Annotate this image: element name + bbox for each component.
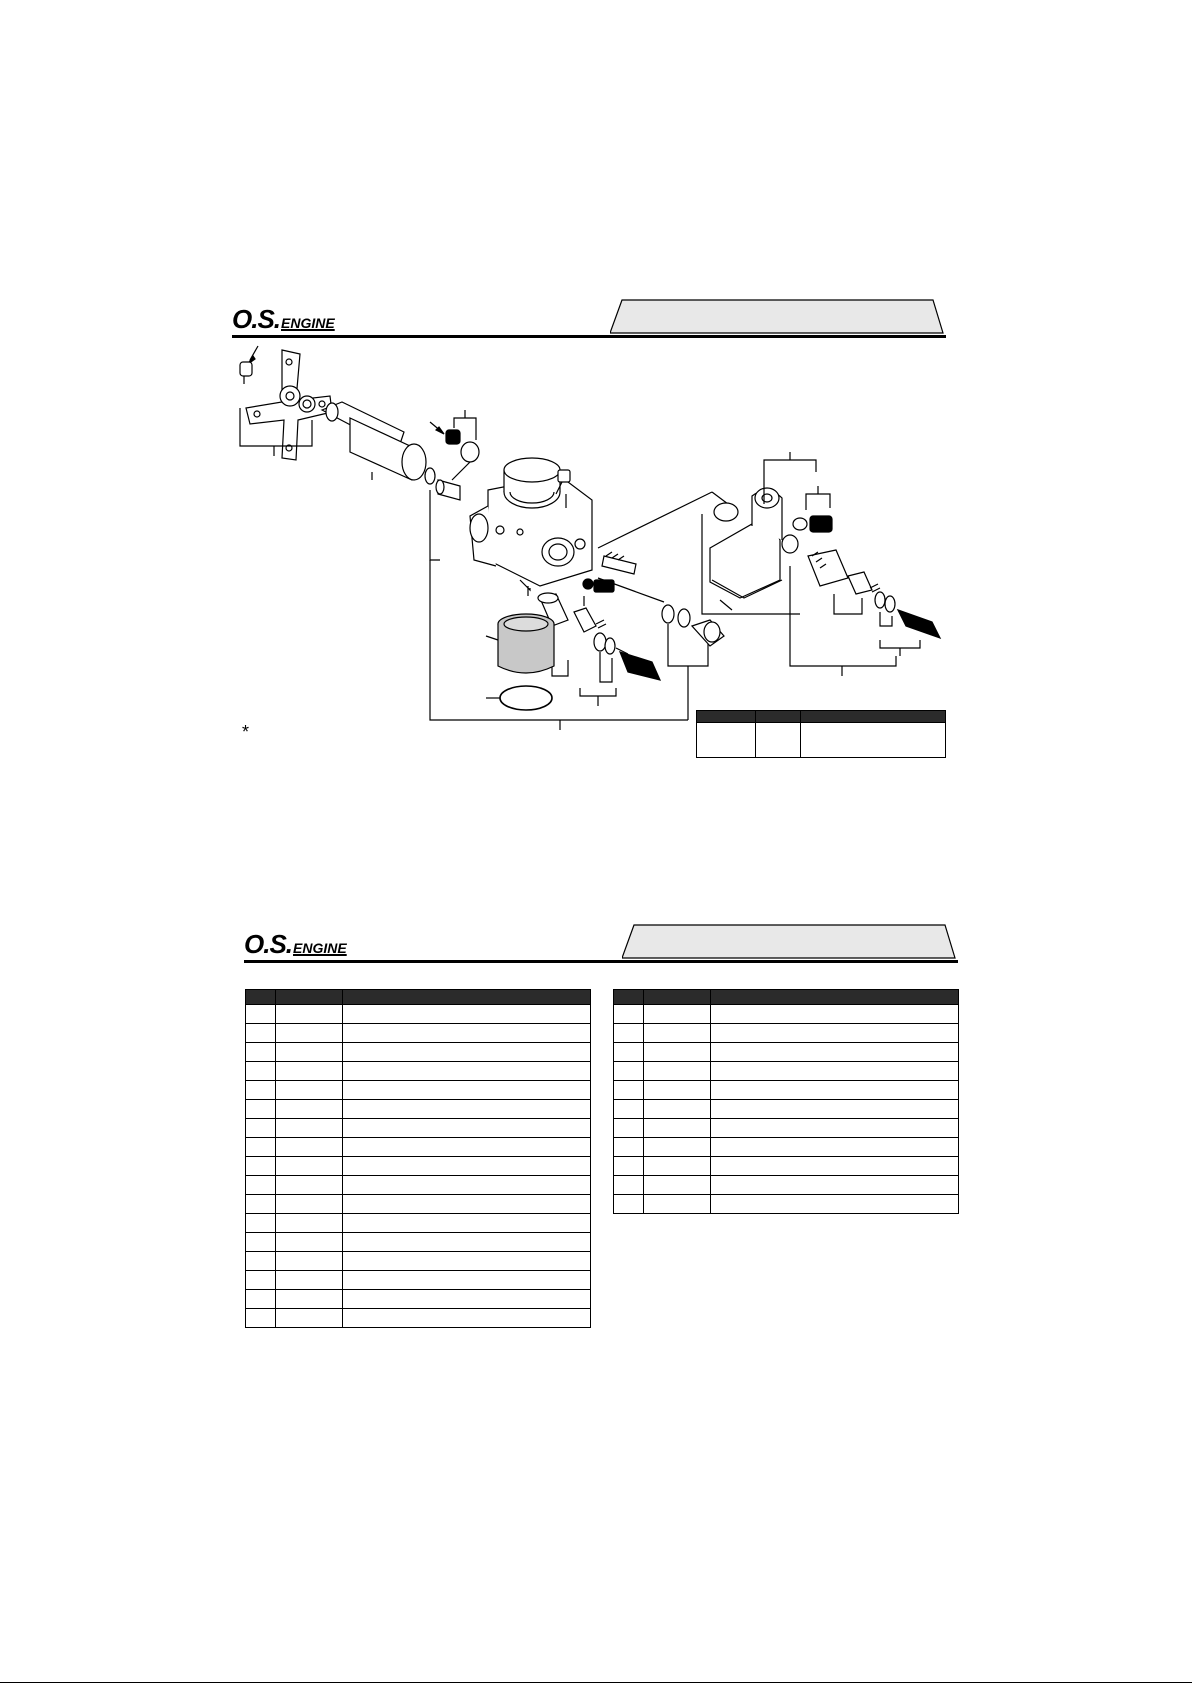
table-row (246, 1252, 591, 1271)
table-cell (276, 1157, 343, 1176)
table-cell (246, 1100, 276, 1119)
table-cell (614, 1119, 644, 1138)
page-footer-rule (0, 1682, 1192, 1683)
os-engine-logo: O.S.ENGINE (232, 304, 335, 334)
table-row (246, 1100, 591, 1119)
table-row (614, 1062, 959, 1081)
table-cell (343, 1138, 591, 1157)
table-row (614, 1157, 959, 1176)
parts-table-right (613, 989, 959, 1214)
table-cell (246, 1138, 276, 1157)
table-cell (343, 1271, 591, 1290)
table-row (246, 1005, 591, 1024)
table-cell (644, 1119, 711, 1138)
table-row (614, 1138, 959, 1157)
table-row (614, 1081, 959, 1100)
table-cell (711, 1081, 959, 1100)
table-cell (343, 1157, 591, 1176)
table-row (246, 1062, 591, 1081)
header-bottom (244, 923, 958, 963)
table-cell (343, 1195, 591, 1214)
table-cell (276, 1309, 343, 1328)
table-row (614, 1024, 959, 1043)
table-cell (711, 1100, 959, 1119)
table-cell (343, 1043, 591, 1062)
table-cell (246, 1233, 276, 1252)
os-engine-logo: O.S.ENGINE (244, 929, 347, 959)
table-cell (276, 1081, 343, 1100)
table-cell (343, 1214, 591, 1233)
table-cell (614, 1043, 644, 1062)
table-cell (644, 1062, 711, 1081)
table-cell (276, 1119, 343, 1138)
table-cell (276, 1043, 343, 1062)
table-cell (343, 1309, 591, 1328)
table-cell (246, 1081, 276, 1100)
table-cell (246, 1214, 276, 1233)
table-cell (276, 1176, 343, 1195)
table-row (246, 1024, 591, 1043)
table-row (614, 1005, 959, 1024)
table-row (614, 1100, 959, 1119)
table-cell (614, 1024, 644, 1043)
table-cell (276, 1233, 343, 1252)
table-cell (343, 1290, 591, 1309)
table-cell (246, 1271, 276, 1290)
table-row (246, 1176, 591, 1195)
note-table (696, 710, 946, 758)
table-cell (246, 1043, 276, 1062)
table-cell (711, 1176, 959, 1195)
table-cell (276, 1214, 343, 1233)
table-row (246, 1214, 591, 1233)
table-cell (276, 1062, 343, 1081)
table-cell (644, 1024, 711, 1043)
table-cell (711, 1005, 959, 1024)
table-row (246, 1081, 591, 1100)
table-cell (614, 1176, 644, 1195)
table-row (246, 1119, 591, 1138)
table-cell (343, 1252, 591, 1271)
table-cell (711, 1062, 959, 1081)
table-cell (644, 1081, 711, 1100)
table-cell (276, 1100, 343, 1119)
table-row (246, 1138, 591, 1157)
table-cell (343, 1024, 591, 1043)
table-cell (246, 1062, 276, 1081)
table-cell (276, 1252, 343, 1271)
table-cell (343, 1005, 591, 1024)
table-cell (644, 1043, 711, 1062)
table-cell (276, 1271, 343, 1290)
table-row (246, 1290, 591, 1309)
note-table-header (697, 711, 946, 723)
table-cell (276, 1290, 343, 1309)
table-cell (343, 1062, 591, 1081)
table-cell (711, 1195, 959, 1214)
table-cell (343, 1081, 591, 1100)
table-cell (644, 1005, 711, 1024)
table-cell (644, 1176, 711, 1195)
table-cell (644, 1138, 711, 1157)
table-row (614, 1195, 959, 1214)
parts-table-left (245, 989, 591, 1328)
header-tab (622, 923, 958, 959)
parts-table-header (614, 990, 959, 1005)
table-cell (644, 1100, 711, 1119)
table-cell (614, 1081, 644, 1100)
parts-table-header (246, 990, 591, 1005)
table-cell (246, 1290, 276, 1309)
table-cell (711, 1157, 959, 1176)
table-cell (711, 1043, 959, 1062)
table-cell (711, 1119, 959, 1138)
table-cell (343, 1176, 591, 1195)
table-row (246, 1195, 591, 1214)
table-cell (246, 1005, 276, 1024)
table-cell (276, 1005, 343, 1024)
table-cell (614, 1100, 644, 1119)
table-row (614, 1176, 959, 1195)
table-cell (276, 1138, 343, 1157)
table-cell (276, 1024, 343, 1043)
table-cell (246, 1176, 276, 1195)
header-rule (244, 960, 958, 963)
table-row (246, 1043, 591, 1062)
table-cell (276, 1195, 343, 1214)
table-row (246, 1233, 591, 1252)
exploded-parts-diagram (0, 0, 1192, 770)
table-cell (246, 1024, 276, 1043)
table-cell (246, 1157, 276, 1176)
table-cell (614, 1195, 644, 1214)
table-cell (246, 1195, 276, 1214)
table-cell (711, 1024, 959, 1043)
table-cell (614, 1062, 644, 1081)
table-cell (343, 1233, 591, 1252)
table-cell (343, 1119, 591, 1138)
table-cell (246, 1252, 276, 1271)
table-cell (711, 1138, 959, 1157)
note-table-row (697, 723, 946, 758)
table-cell (246, 1309, 276, 1328)
table-cell (614, 1157, 644, 1176)
table-row (246, 1271, 591, 1290)
table-cell (246, 1119, 276, 1138)
table-cell (343, 1100, 591, 1119)
table-cell (614, 1138, 644, 1157)
table-cell (644, 1157, 711, 1176)
table-row (246, 1309, 591, 1328)
table-row (614, 1043, 959, 1062)
table-row (246, 1157, 591, 1176)
footnote-asterisk: * (242, 722, 250, 742)
table-cell (614, 1005, 644, 1024)
table-cell (644, 1195, 711, 1214)
table-row (614, 1119, 959, 1138)
